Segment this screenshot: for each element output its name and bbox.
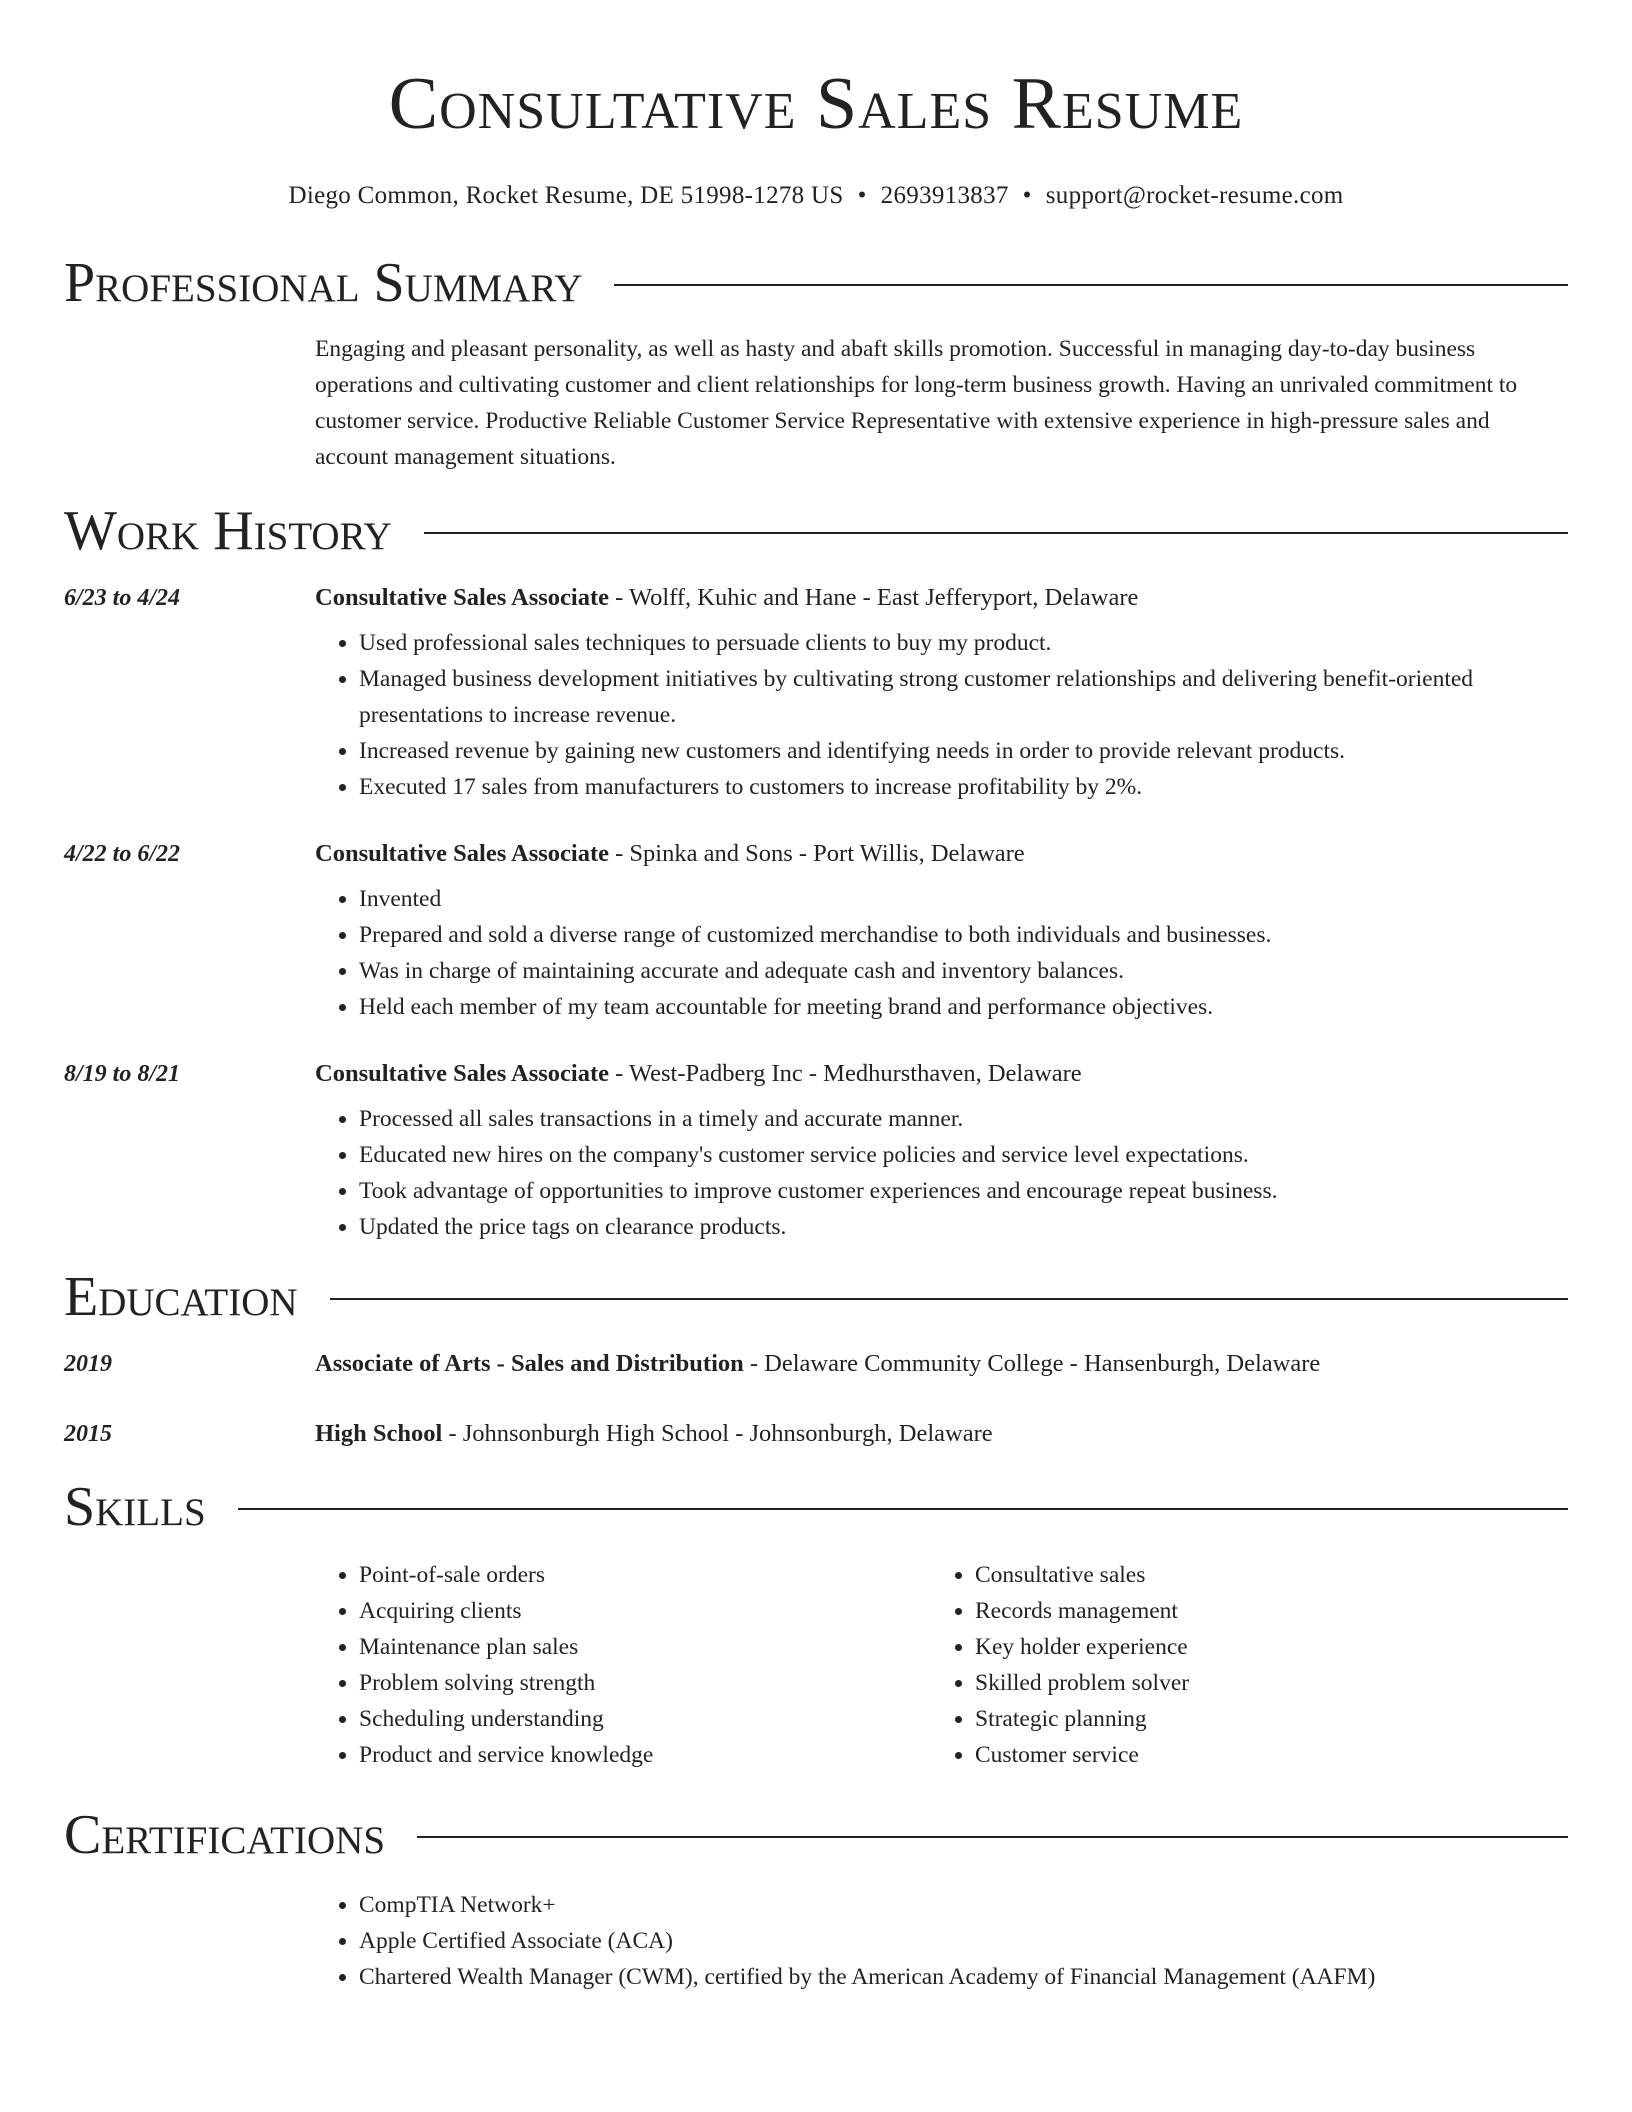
certification-bullets [315,1887,1568,1995]
certifications-section-header [64,1799,1568,1871]
job-details: - Wolff, Kuhic and Hane - East Jefferyport, Delaware [609,584,1139,611]
job-role: Consultative Sales Associate [315,1060,609,1087]
certification-item: • Apple Certified Associate (ACA) [359,1923,1568,1959]
job-body [315,579,1568,805]
education-section-header [64,1261,1568,1333]
job-entry [64,1055,1568,1245]
skill-item: • Skilled problem solver [975,1665,1547,1701]
skill-item: • Product and service knowledge [359,1737,931,1773]
contact-email: support@rocket-resume.com [1045,182,1344,209]
skills-bullets [931,1557,1547,1773]
summary-section-header [64,247,1568,319]
education-details: - Johnsonburgh High School - Johnsonburgh, Delaware [442,1420,993,1447]
contact-address: Diego Common, Rocket Resume, DE 51998-1278 US [288,182,844,209]
skill-item: • Customer service [975,1737,1547,1773]
skills-column-right [931,1557,1547,1773]
skills-column-left [315,1557,931,1773]
job-header [315,835,1568,873]
skill-item: • Records management [975,1593,1547,1629]
job-role: Consultative Sales Associate [315,840,609,867]
job-bullet: • Managed business development initiatives by cultivating strong customer relationships and delivering benefit-oriented presentations to increase revenue. [359,661,1568,733]
certification-item: • CompTIA Network+ [359,1887,1568,1923]
certifications-list [315,1887,1568,1995]
job-bullet: • Prepared and sold a diverse range of customized merchandise to both individuals and businesses. [359,917,1568,953]
contact-separator: • [1022,182,1032,209]
skill-item: • Maintenance plan sales [359,1629,931,1665]
job-bullet: • Invented [359,881,1568,917]
job-body [315,1055,1568,1245]
job-header [315,1055,1568,1093]
skill-item: • Key holder experience [975,1629,1547,1665]
education-degree: High School [315,1420,443,1447]
skill-item: • Strategic planning [975,1701,1547,1737]
job-dates: 8/19 to 8/21 [64,1061,181,1087]
job-dates: 6/23 to 4/24 [64,585,181,611]
job-details: - Spinka and Sons - Port Willis, Delaware [609,840,1025,867]
job-bullets [315,881,1568,1025]
skill-item: • Consultative sales [975,1557,1547,1593]
education-details: - Delaware Community College - Hansenburgh, Delaware [743,1350,1321,1377]
job-bullet: • Held each member of my team accountable for meeting brand and performance objectives. [359,989,1568,1025]
job-role: Consultative Sales Associate [315,584,609,611]
job-bullet: • Updated the price tags on clearance products. [359,1209,1568,1245]
education-degree: Associate of Arts - Sales and Distribution [315,1350,744,1377]
skills-section-header [64,1471,1568,1543]
education-body [315,1345,1568,1383]
contact-line [64,180,1568,212]
skill-item: • Acquiring clients [359,1593,931,1629]
education-header [315,1345,1568,1383]
job-entry [64,835,1568,1025]
job-bullet: • Executed 17 sales from manufacturers to customers to increase profitability by 2%. [359,769,1568,805]
section-divider [417,1836,1568,1838]
education-entry [64,1415,1568,1453]
education-year: 2019 [64,1351,112,1377]
skills-heading: Skills [64,1476,206,1538]
skill-item: • Problem solving strength [359,1665,931,1701]
job-details: - West-Padberg Inc - Medhursthaven, Delaware [609,1060,1082,1087]
summary-heading: Professional Summary [64,252,583,314]
section-divider [330,1298,1568,1300]
education-heading: Education [64,1266,298,1328]
job-bullets [315,625,1568,805]
job-bullets [315,1101,1568,1245]
job-entry [64,579,1568,805]
resume-title: Consultative Sales Resume [388,63,1244,145]
job-header [315,579,1568,617]
certifications-heading: Certifications [64,1804,386,1866]
education-body [315,1415,1568,1453]
skills-list [315,1557,1568,1773]
work-heading: Work History [64,500,392,562]
job-bullet: • Took advantage of opportunities to improve customer experiences and encourage repeat business. [359,1173,1568,1209]
job-bullet: • Used professional sales techniques to persuade clients to buy my product. [359,625,1568,661]
work-section-header [64,495,1568,567]
skill-item: • Scheduling understanding [359,1701,931,1737]
skills-bullets [315,1557,931,1773]
section-divider [614,284,1568,286]
skill-item: • Point-of-sale orders [359,1557,931,1593]
education-header [315,1415,1568,1453]
education-entry [64,1345,1568,1383]
job-bullet: • Increased revenue by gaining new customers and identifying needs in order to provide relevant products. [359,733,1568,769]
contact-phone: 2693913837 [880,182,1009,209]
education-year: 2015 [64,1421,112,1447]
resume-page [64,0,1568,1995]
summary-text: Engaging and pleasant personality, as well as hasty and abaft skills promotion. Successful in managing day-to-day business operations and cultivating customer and client relationships for long-term business growth. Having an unrivaled commitment to customer service. Productive Reliable Customer Service Representative with extensive experience in high-pressure sales and account management situations. [315,336,1518,470]
job-bullet: • Processed all sales transactions in a timely and accurate manner. [359,1101,1568,1137]
certification-item: • Chartered Wealth Manager (CWM), certified by the American Academy of Financial Management (AAFM) [359,1959,1568,1995]
job-body [315,835,1568,1025]
section-divider [238,1508,1568,1510]
section-divider [424,532,1568,534]
job-bullet: • Educated new hires on the company's customer service policies and service level expectations. [359,1137,1568,1173]
job-bullet: • Was in charge of maintaining accurate and adequate cash and inventory balances. [359,953,1568,989]
job-dates: 4/22 to 6/22 [64,841,181,867]
contact-separator: • [857,182,867,209]
